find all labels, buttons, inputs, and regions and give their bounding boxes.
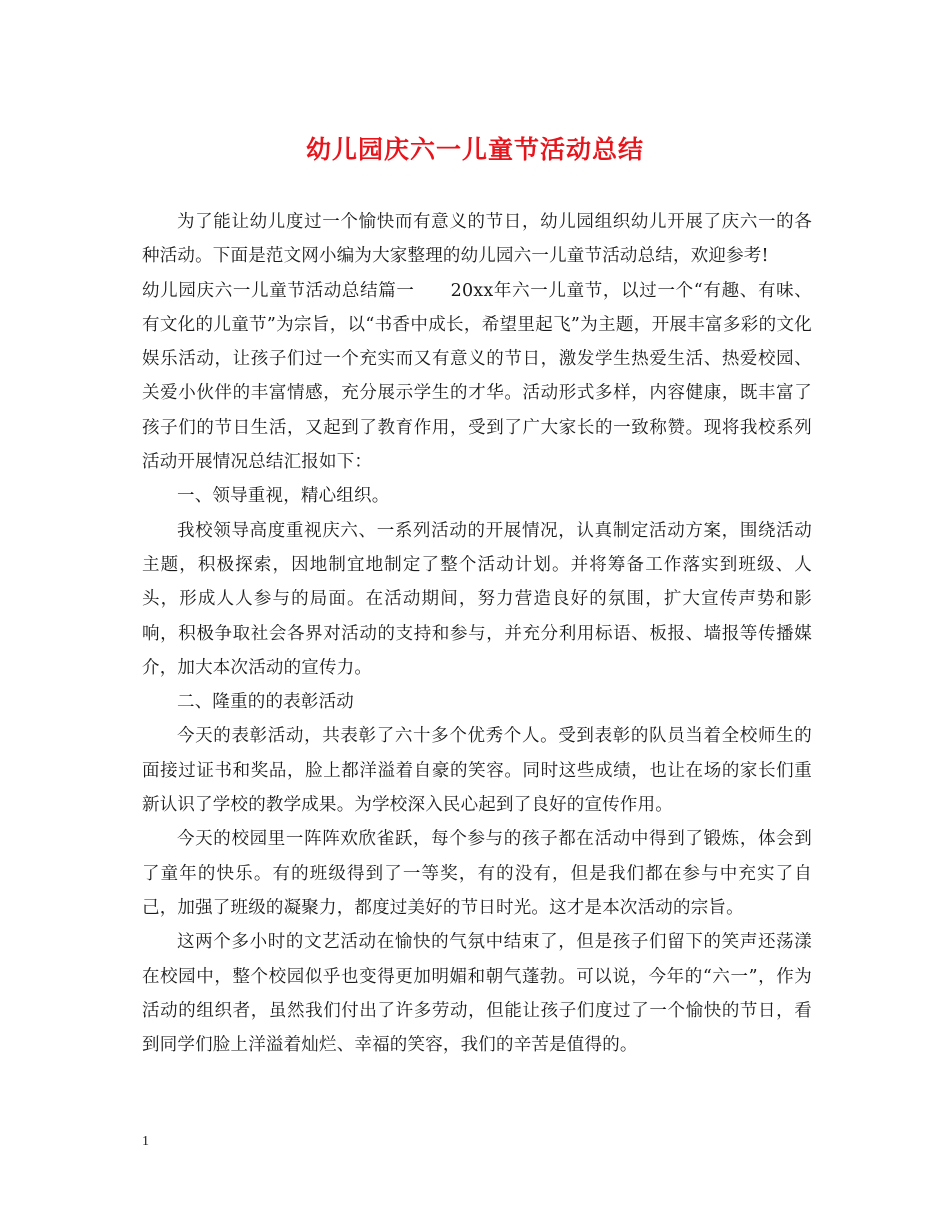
section-heading-2: 二、隆重的的表彰活动 [177,692,354,713]
section-heading-1: 一、领导重视，精心组织。 [177,486,390,507]
section-opening-text: 20xx年六一儿童节，以过一个“有趣、有味、有文化的儿童节”为宗旨，以“书香中成长，希望里起飞”为主题，开展丰富多彩的文化娱乐活动，让孩子们过一个充实而又有意义的节日，激发学生热爱生活、热爱校园、关爱小伙伴的丰富情感，充分展示学生的才华。活动形式多样，内容健康，既丰富了孩子们的节日生活，又起到了教育作用，受到了广大家长的一致称赞。现将我校系列活动开展情况总结汇报如下： [142,280,812,473]
body-paragraph-4: 这两个多小时的文艺活动在愉快的气氛中结束了，但是孩子们留下的笑声还荡漾在校园中，整个校园似乎也变得更加明媚和朝气蓬勃。可以说，今年的“六一”，作为活动的组织者，虽然我们付出了许多劳动，但能让孩子们度过了一个愉快的节日，看到同学们脸上洋溢着灿烂、幸福的笑容，我们的辛苦是值得的。 [142,932,812,1056]
page-number: 1 [142,1134,149,1149]
document-title: 幼儿园庆六一儿童节活动总结 [305,135,644,164]
body-paragraph-1: 我校领导高度重视庆六、一系列活动的开展情况，认真制定活动方案，围绕活动主题，积极探索，因地制宜地制定了整个活动计划。并将筹备工作落实到班级、人头，形成人人参与的局面。在活动期间，努力营造良好的氛围，扩大宣传声势和影响，积极争取社会各界对活动的支持和参与，并充分利用标语、板报、墙报等传播媒介，加大本次活动的宣传力。 [142,520,812,678]
section-label: 幼儿园庆六一儿童节活动总结篇一 [142,280,415,301]
body-paragraph-3: 今天的校园里一阵阵欢欣雀跃，每个参与的孩子都在活动中得到了锻炼，体会到了童年的快乐。有的班级得到了一等奖，有的没有，但是我们都在参与中充实了自己，加强了班级的凝聚力，都度过美好的节日时光。这才是本次活动的宗旨。 [142,829,812,918]
intro-paragraph: 为了能让幼儿度过一个愉快而有意义的节日，幼儿园组织幼儿开展了庆六一的各种活动。下面是范文网小编为大家整理的幼儿园六一儿童节活动总结，欢迎参考! [142,212,812,267]
body-paragraph-2: 今天的表彰活动，共表彰了六十多个优秀个人。受到表彰的队员当着全校师生的面接过证书和奖品，脸上都洋溢着自豪的笑容。同时这些成绩，也让在场的家长们重新认识了学校的教学成果。为学校深入民心起到了良好的宣传作用。 [142,726,812,816]
section-opening-paragraph [142,274,812,480]
document-body [142,205,812,1062]
